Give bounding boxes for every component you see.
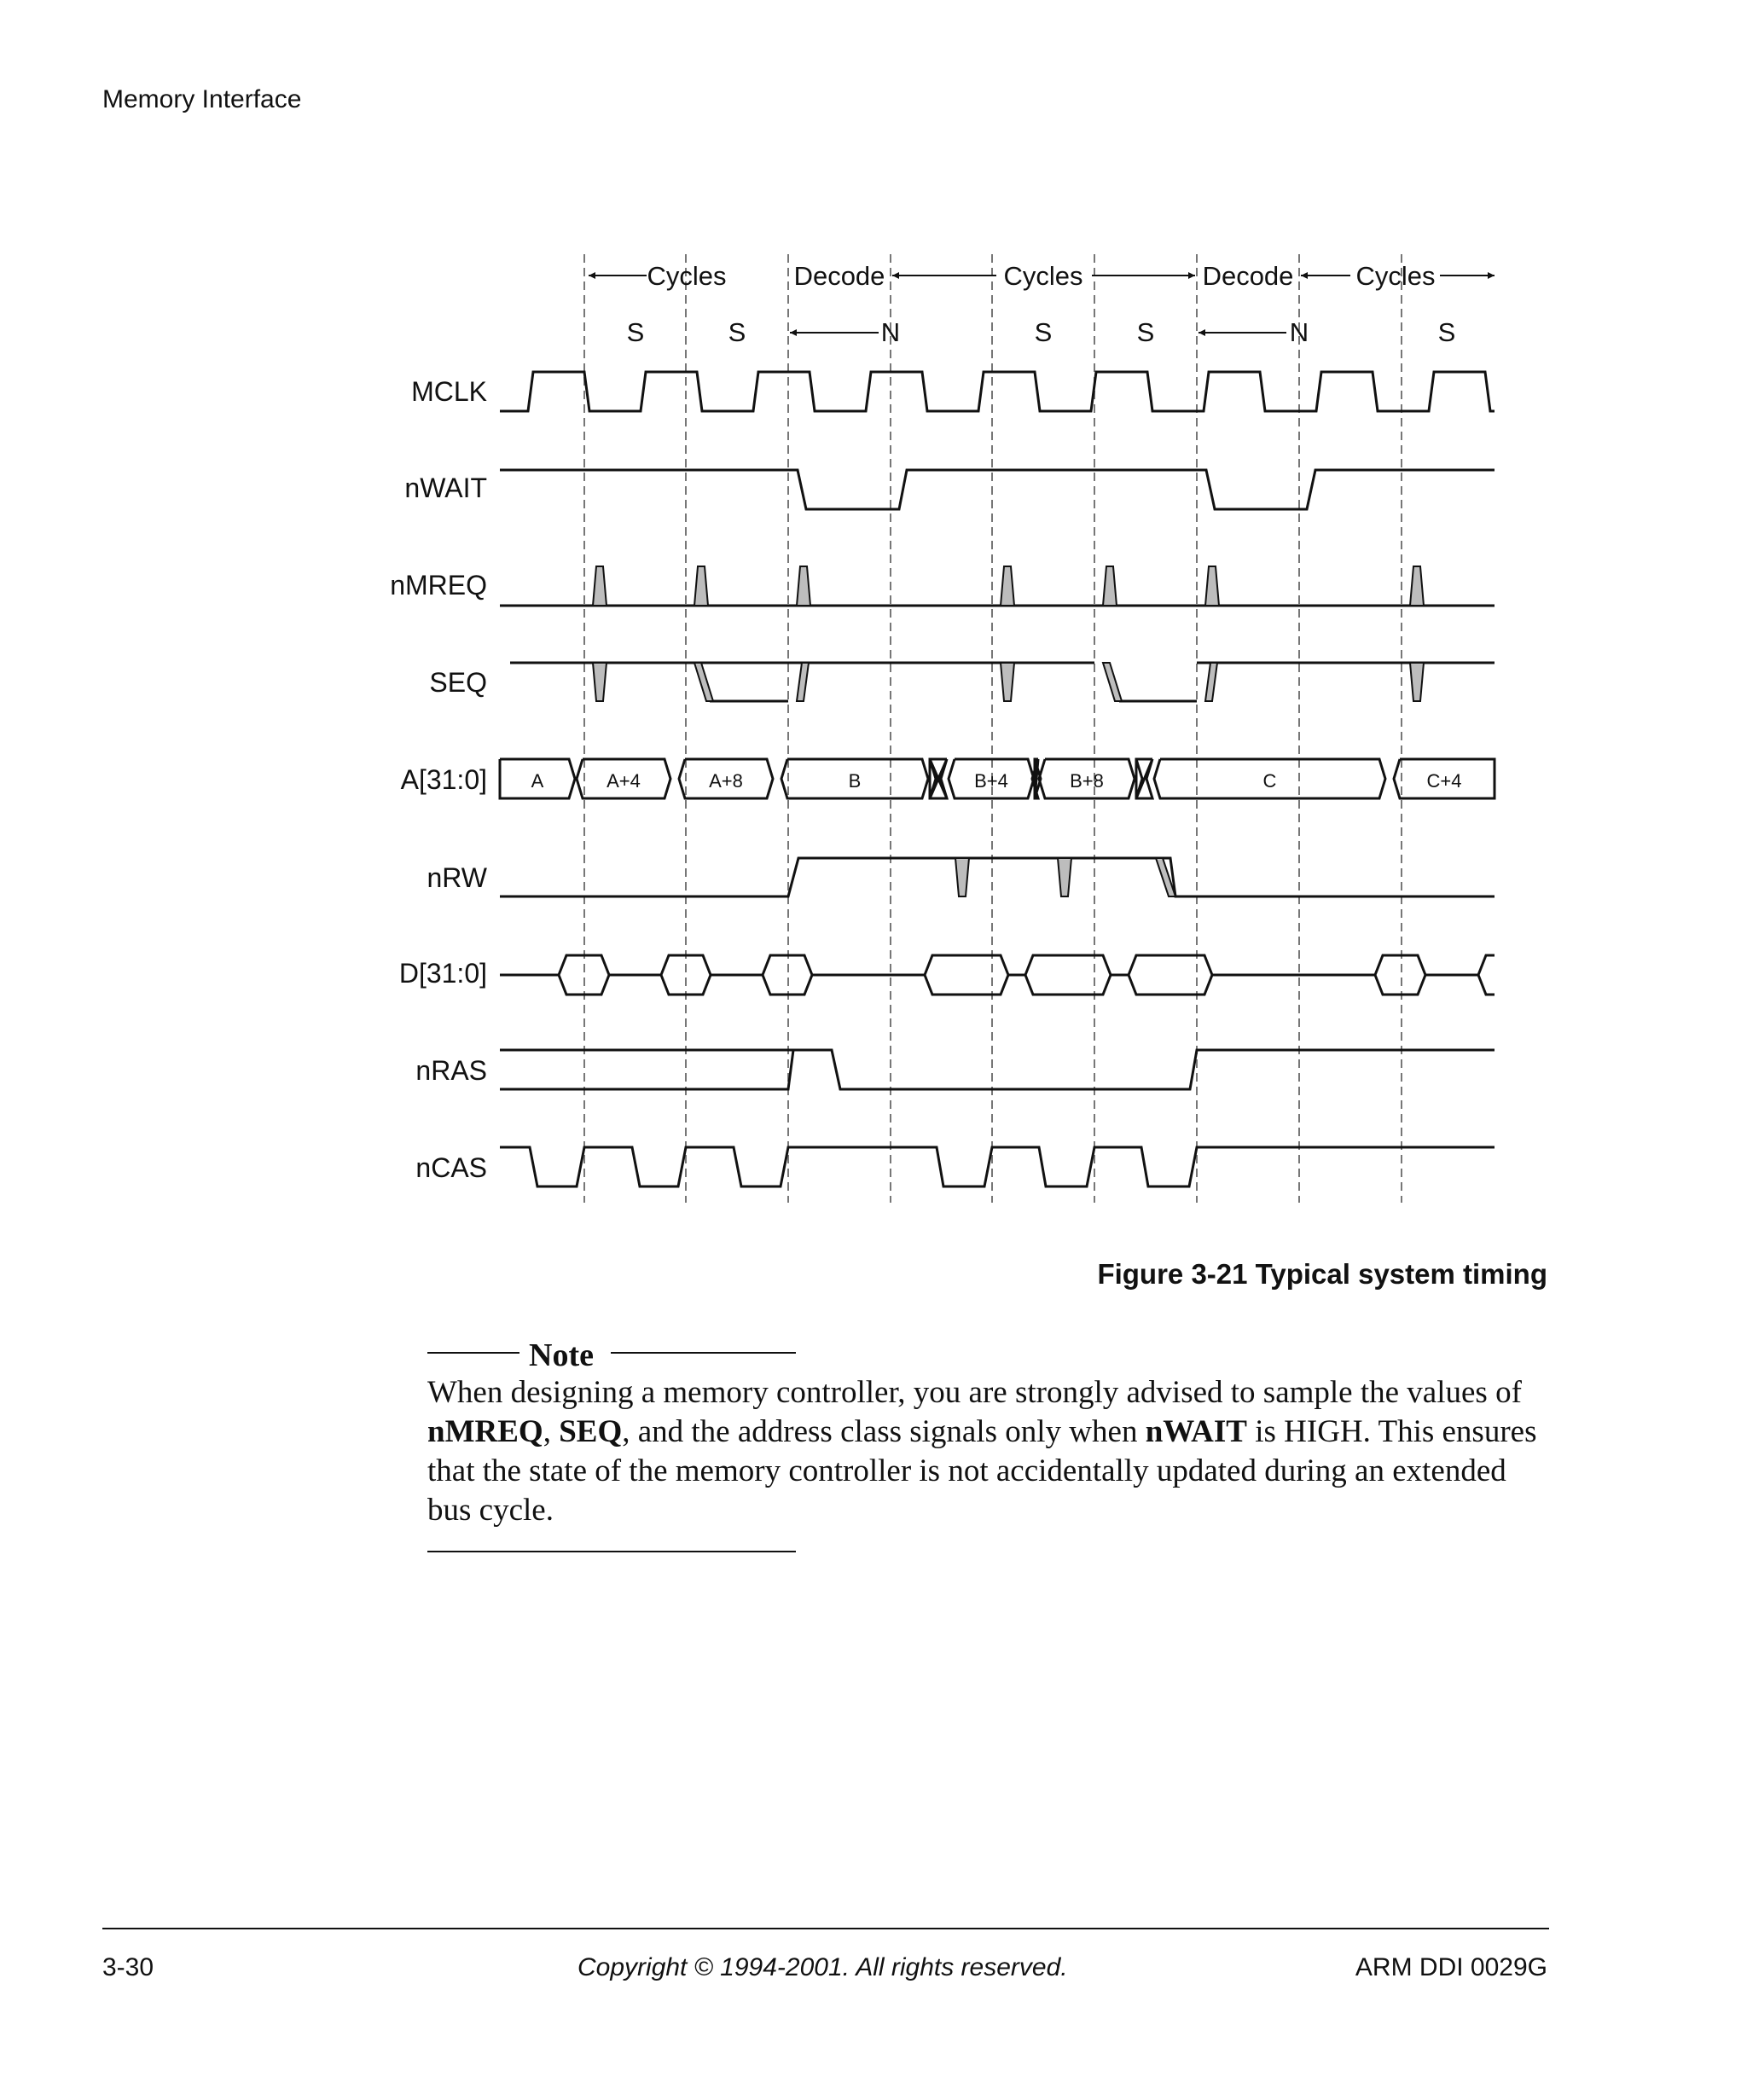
seq-dip <box>1001 663 1014 701</box>
nrw-pulse <box>1058 858 1071 896</box>
data-bus-segment-0 <box>559 955 609 995</box>
seq-fall <box>694 663 713 701</box>
note-text: When designing a memory controller, you are strongly advised to sample the values of <box>427 1375 1522 1410</box>
nmreq-pulse-1 <box>694 566 708 606</box>
signal-label-nmreq: nMREQ <box>390 570 487 600</box>
note-text: , <box>543 1414 560 1449</box>
cycle-gridlines <box>584 254 1402 1203</box>
note-term-nmreq: nMREQ <box>427 1414 543 1449</box>
signal-label-nrw: nRW <box>427 862 487 893</box>
seq-rise <box>1205 663 1217 701</box>
nrw-wave <box>500 858 1495 896</box>
data-bus-segment-end <box>1478 955 1495 995</box>
seq-dip <box>593 663 607 701</box>
note-text: , and the address class signals only when <box>622 1414 1146 1449</box>
cycle-type-label-0: S <box>626 317 645 347</box>
timing-diagram <box>375 243 1501 1215</box>
phase-label-cycles: Cycles <box>1355 261 1436 291</box>
data-bus-segment-6 <box>1375 955 1425 995</box>
nwait-wave <box>500 470 1495 509</box>
nmreq-pulse-6 <box>1410 566 1424 606</box>
footer-rule <box>102 1928 1549 1929</box>
cycle-type-label-6: S <box>1437 317 1456 347</box>
address-value-b-plus-4: B+4 <box>974 770 1008 792</box>
running-head: Memory Interface <box>102 85 302 113</box>
phase-label-decode: Decode <box>1202 261 1294 291</box>
data-bus-segment-2 <box>763 955 812 995</box>
cycle-type-label-1: S <box>728 317 746 347</box>
note-rule-right <box>611 1352 796 1354</box>
cycle-type-label-2: N <box>880 317 901 347</box>
note-heading: Note <box>529 1337 594 1373</box>
note-term-seq: SEQ <box>559 1414 623 1449</box>
phase-label-cycles: Cycles <box>647 261 727 291</box>
nras-wave <box>500 1050 1495 1089</box>
signal-label-mclk: MCLK <box>411 376 487 407</box>
nmreq-pulse-0 <box>593 566 607 606</box>
signal-label-nwait: nWAIT <box>404 473 487 503</box>
note-header <box>427 1337 796 1373</box>
note-bottom-rule <box>427 1551 796 1552</box>
seq-rise <box>797 663 809 701</box>
nmreq-pulse-5 <box>1205 566 1219 606</box>
seq-fall <box>1103 663 1122 701</box>
cycle-type-label-3: S <box>1034 317 1053 347</box>
signal-label-d310: D[31:0] <box>398 958 487 989</box>
signal-label-seq: SEQ <box>429 667 487 698</box>
phase-label-cycles: Cycles <box>1003 261 1083 291</box>
address-value-c: C <box>1262 770 1277 792</box>
address-value-a-plus-4: A+4 <box>607 770 641 792</box>
copyright: Copyright © 1994-2001. All rights reserved. <box>577 1953 1068 1981</box>
mclk-wave <box>500 372 1495 411</box>
data-bus-segment-5 <box>1129 955 1212 995</box>
data-bus-segment-4 <box>1025 955 1111 995</box>
nmreq-pulse-4 <box>1103 566 1117 606</box>
signal-label-ncas: nCAS <box>415 1152 487 1183</box>
address-value-b-plus-8: B+8 <box>1070 770 1104 792</box>
address-value-a: A <box>531 770 544 792</box>
address-value-b: B <box>848 770 862 792</box>
address-transition-2 <box>1136 759 1152 798</box>
note-rule-left <box>427 1352 519 1354</box>
address-value-a-plus-8: A+8 <box>709 770 743 792</box>
figure-caption: Figure 3-21 Typical system timing <box>1097 1258 1547 1290</box>
document-id: ARM DDI 0029G <box>1355 1953 1547 1981</box>
address-value-c-plus-4: C+4 <box>1426 770 1462 792</box>
nrw-pulse <box>955 858 969 896</box>
note-text: is HIGH. This ensures that the state of the memory controller is not accidentally updated during an extended bus cycle. <box>427 1414 1537 1528</box>
signal-label-nras: nRAS <box>415 1055 487 1086</box>
cycle-type-label-4: S <box>1136 317 1155 347</box>
page-number: 3-30 <box>102 1953 154 1981</box>
nmreq-pulse-3 <box>1001 566 1014 606</box>
ncas-wave <box>500 1147 1495 1186</box>
data-bus-segment-1 <box>661 955 711 995</box>
data-bus-segment-3 <box>925 955 1008 995</box>
phase-label-decode: Decode <box>793 261 885 291</box>
seq-dip <box>1410 663 1424 701</box>
nmreq-pulse-2 <box>797 566 810 606</box>
note-term-nwait: nWAIT <box>1145 1414 1247 1449</box>
address-transition-1 <box>1032 759 1041 798</box>
cycle-type-label-5: N <box>1289 317 1309 347</box>
signal-label-a310: A[31:0] <box>400 764 487 795</box>
note-body <box>427 1373 1555 1530</box>
